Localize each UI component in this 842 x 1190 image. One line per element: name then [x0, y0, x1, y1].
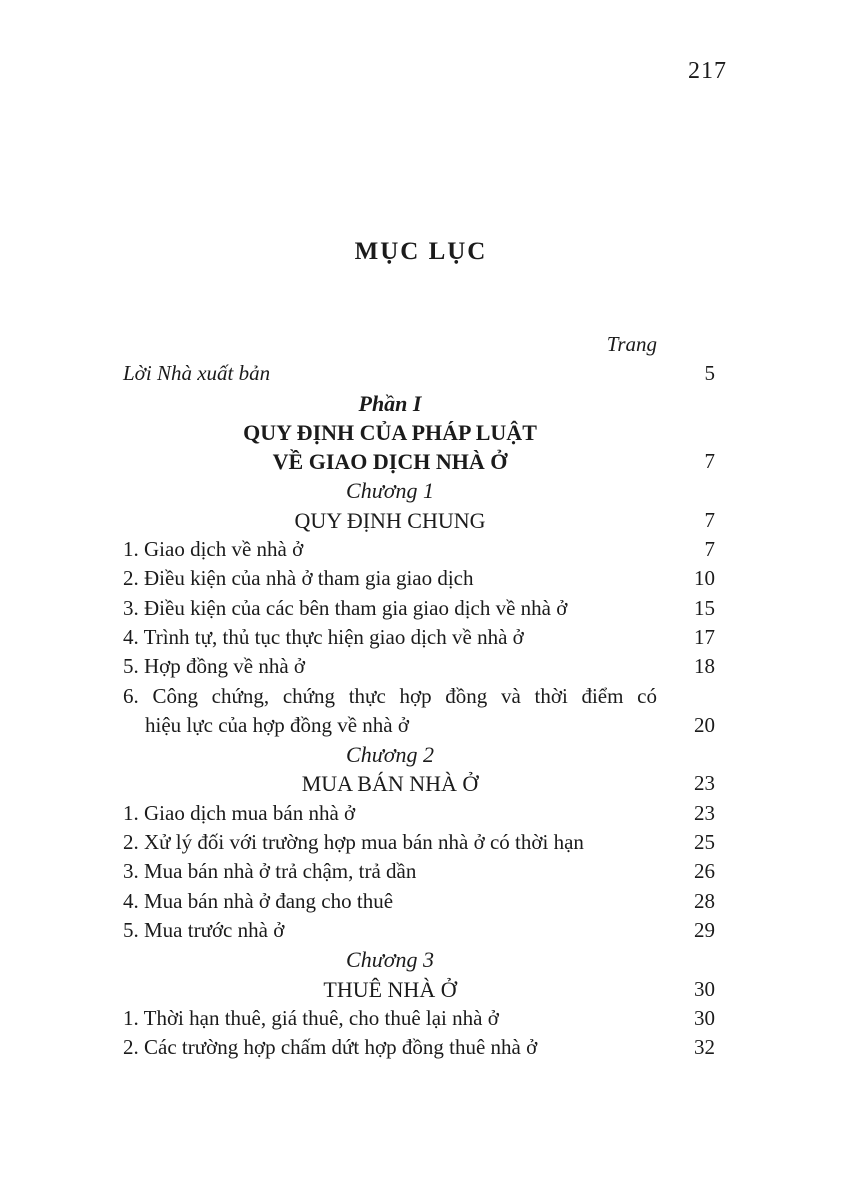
entry-title: 1. Giao dịch mua bán nhà ở: [123, 800, 356, 825]
toc-entry: [123, 564, 715, 593]
toc-entry: [123, 857, 715, 886]
toc-entry: [123, 682, 715, 741]
entry-title: 2. Các trường hợp chấm dứt hợp đồng thuê nhà ở: [123, 1035, 538, 1060]
toc-entry: [123, 916, 715, 945]
entry-title: 2. Xử lý đối với trường hợp mua bán nhà ở có thời hạn: [123, 830, 584, 855]
entry-page-number: 25: [694, 830, 715, 855]
page-number: 217: [688, 58, 727, 84]
toc-heading: [123, 740, 715, 769]
entry-title: Phần I: [358, 390, 422, 416]
page-title: MỤC LỤC: [354, 238, 488, 265]
entry-page-number: 5: [704, 361, 715, 386]
toc-heading: [123, 418, 715, 447]
toc-column-header: [123, 330, 715, 359]
toc-entry: [123, 535, 715, 564]
entry-page-number: 23: [694, 800, 715, 825]
toc-heading: [123, 389, 715, 418]
entry-title-line2: hiệu lực của hợp đồng về nhà ở: [145, 712, 409, 737]
toc-entry: [123, 652, 715, 681]
toc-heading: [123, 769, 715, 798]
entry-page-number: 20: [694, 712, 715, 737]
entry-title: QUY ĐỊNH CỦA PHÁP LUẬT: [243, 419, 537, 445]
entry-title: 3. Điều kiện của các bên tham gia giao dịch về nhà ở: [123, 595, 568, 620]
toc-entry: [123, 828, 715, 857]
entry-title: 4. Trình tự, thủ tục thực hiện giao dịch về nhà ở: [123, 624, 524, 649]
entry-page-number: 32: [694, 1035, 715, 1060]
entry-page-number: 29: [694, 917, 715, 942]
entry-page-number: 7: [704, 449, 715, 474]
toc-entry: [123, 623, 715, 652]
toc-entry: [123, 1033, 715, 1062]
entry-title: 5. Mua trước nhà ở: [123, 917, 285, 942]
entry-page-number: 30: [694, 1005, 715, 1030]
entry-page-number: 30: [694, 976, 715, 1001]
toc-heading: [123, 447, 715, 476]
entry-title: Chương 1: [346, 478, 434, 504]
toc-entry: [123, 887, 715, 916]
entry-title: 3. Mua bán nhà ở trả chậm, trả dần: [123, 859, 417, 884]
entry-page-number: 23: [694, 771, 715, 796]
entry-title: 5. Hợp đồng về nhà ở: [123, 654, 306, 679]
toc-list: [123, 359, 715, 1062]
toc-entry: [123, 1004, 715, 1033]
entry-page-number: 15: [694, 595, 715, 620]
toc-heading: [123, 975, 715, 1004]
entry-page-number: 26: [694, 859, 715, 884]
toc-entry: [123, 799, 715, 828]
table-of-contents: [123, 330, 715, 1062]
entry-page-number: 7: [704, 507, 715, 532]
entry-title: 1. Thời hạn thuê, giá thuê, cho thuê lại nhà ở: [123, 1005, 499, 1030]
entry-title-line1: 6. Công chứng, chứng thực hợp đồng và thời điểm có: [123, 683, 657, 708]
entry-title: 2. Điều kiện của nhà ở tham gia giao dịch: [123, 566, 474, 591]
entry-title: 1. Giao dịch về nhà ở: [123, 537, 304, 562]
entry-title: [123, 682, 657, 741]
entry-title: THUÊ NHÀ Ở: [323, 976, 457, 1002]
entry-title: Chương 2: [346, 742, 434, 768]
entry-page-number: 10: [694, 566, 715, 591]
entry-title: QUY ĐỊNH CHUNG: [294, 507, 486, 533]
toc-heading: [123, 945, 715, 974]
entry-title: Lời Nhà xuất bản: [123, 361, 271, 386]
entry-title: Chương 3: [346, 947, 434, 973]
toc-entry: [123, 359, 715, 388]
entry-title: 4. Mua bán nhà ở đang cho thuê: [123, 888, 394, 913]
entry-page-number: 7: [704, 537, 715, 562]
toc-entry: [123, 594, 715, 623]
entry-title: VỀ GIAO DỊCH NHÀ Ở: [272, 449, 508, 475]
entry-page-number: 17: [694, 624, 715, 649]
toc-heading: [123, 506, 715, 535]
entry-title: MUA BÁN NHÀ Ở: [301, 771, 479, 797]
toc-heading: [123, 476, 715, 505]
trang-label: Trang: [606, 332, 657, 356]
entry-page-number: 18: [694, 654, 715, 679]
entry-page-number: 28: [694, 888, 715, 913]
